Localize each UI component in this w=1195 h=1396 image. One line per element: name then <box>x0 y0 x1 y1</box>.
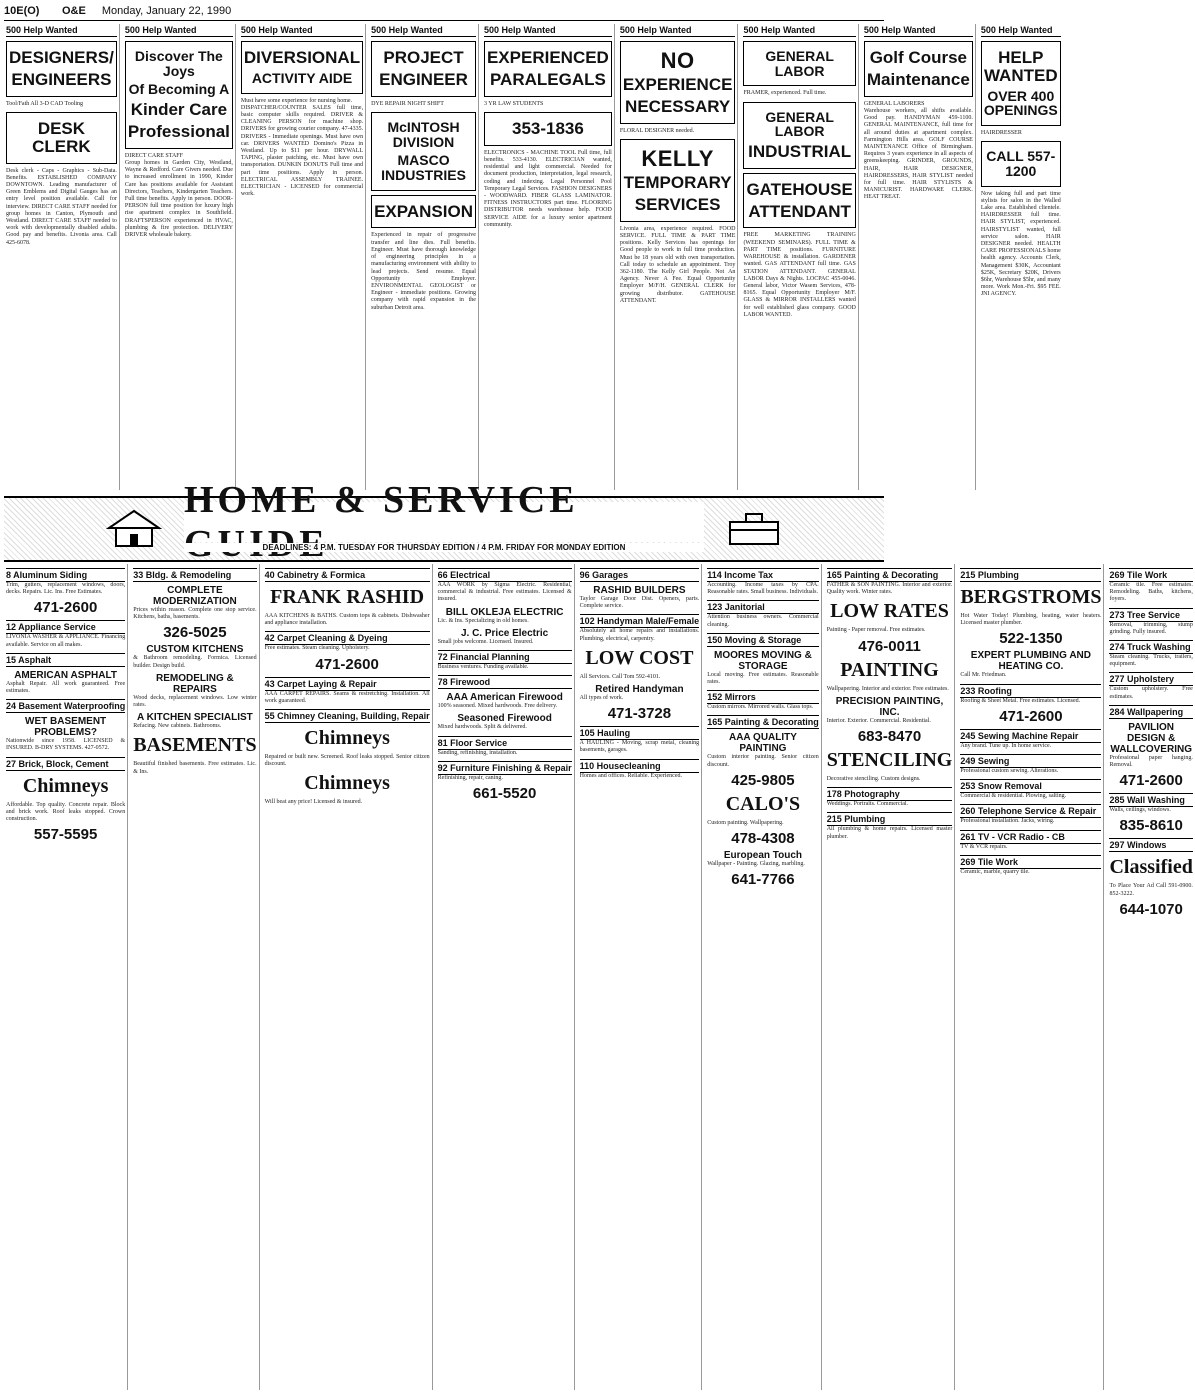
advertiser-name: AAA American Firewood <box>446 692 563 704</box>
display-ad-headline: CALL 557-1200 <box>986 148 1056 179</box>
advertiser-name: WET BASEMENT PROBLEMS? <box>25 716 107 739</box>
listing-text: AAA CARPET REPAIRS. Seams & restretching. Installation. All work guaranteed. <box>264 690 430 704</box>
ad-subhead: FLORAL DESIGNER needed. <box>619 127 695 134</box>
ad-subhead: FRAMER, experienced. Full time. <box>743 90 827 97</box>
listing-text: Attention business owners. Commercial cleaning. <box>707 614 819 628</box>
help-wanted-column <box>618 24 739 490</box>
phone-number: 471-3728 <box>607 705 672 723</box>
house-icon <box>104 508 164 548</box>
guide-column <box>958 564 1104 1390</box>
classified-text: DISPATCHER/COUNTER SALES full time, basic computer skills required. DRIVER & CLEANING PERSON for machine shop. DRIVERS for growing courier company. 47-4335. DRIVERS - Immediate openings. Must have own car. DRIVERS WANTED Domino's Pizza in Westland. Up to $11 per hour. DRYWALL TAPING, plaster patching, etc. Must have own transportation. DUNKIN DONUTS Full time and part time positions. Apply in person. ELECTRICAL ASSEMBLY TRAINEE. ELECTRICIAN - LICENSED for commercial work. <box>240 104 364 198</box>
display-ad-headline: GATEHOUSE <box>746 179 853 199</box>
advertiser-name: PAINTING <box>840 658 939 681</box>
listing-text: Small jobs welcome. Licensed. Insured. <box>437 638 534 645</box>
listing-text: AAA KITCHENS & BATHS. Custom tops & cabinets. Dishwasher and appliance installation. <box>264 613 430 627</box>
advertiser-name: LOW COST <box>585 646 694 669</box>
classified-text: Warehouse workers, all shifts available. Good pay. HANDYMAN 459-1100. GENERAL MAINTENANCE, full time for all around duties at apartment complex. Farmington Hills area. GOLF COURSE MAINTENANCE Office of Birmingham. Requires 3 years experience in all aspects of greenskeeping. GRINDER, GROUNDS, HAIR, HAIR DESIGNER, HAIRDRESSERS, HAIR STYLIST needed for full time. HAIR STYLISTS & MANICURIST. HARDWARE CLERK. HEAT TREAT. <box>863 107 973 201</box>
display-ad-headline: ENGINEER <box>379 69 468 89</box>
advertiser-name: Retired Handyman <box>595 684 684 696</box>
display-ad <box>743 102 855 169</box>
display-ad-headline: ATTENDANT <box>748 201 851 221</box>
help-wanted-column <box>239 24 366 490</box>
ad-subhead: DYE REPAIR NIGHT SHIFT <box>371 100 444 107</box>
guide-column <box>131 564 259 1390</box>
listing-text: Wallpapering. Interior and exterior. Free estimates. <box>826 685 949 692</box>
classified-text: Group homes in Garden City, Westland, Wayne & Redford. Care Givers needed. Due to increased enrollment in 1990, Kinder Care has positions available for Assistant Directors, Teachers, Kindergarten Teachers. Full time benefits. Apply in person. DOOR-PERSON full time position for luxury high rise apartment complex in Southfield. DRAFTSPERSON experienced in HVAC, plumbing & fire protection. DELIVERY DRIVER wholesale bakery. <box>124 159 233 238</box>
display-ad <box>484 112 612 146</box>
listing-text: 100% seasoned. Mixed hardwoods. Free delivery. <box>437 703 558 710</box>
help-wanted-column <box>741 24 858 490</box>
listing-text: All types of work. <box>579 695 624 702</box>
category-heading: 215 Plumbing <box>960 568 1101 582</box>
display-ad <box>371 112 476 191</box>
issue-date: Monday, January 22, 1990 <box>101 5 232 17</box>
listing-text: Asphalt Repair. All work guaranteed. Free estimates. <box>6 680 126 695</box>
display-ad <box>125 41 233 149</box>
category-heading: 150 Moving & Storage <box>707 633 819 647</box>
advertiser-name: Chimneys <box>22 774 109 797</box>
listing-text: Accounting. Income taxes by CPA. Reasonable rates. Small business. Individuals. <box>707 582 819 596</box>
display-ad-headline: MASCO INDUSTRIES <box>381 152 466 183</box>
listing-text: Walls, ceilings, windows. <box>1109 807 1171 814</box>
display-ad-headline: NECESSARY <box>625 96 731 116</box>
phone-number: 644-1070 <box>1119 900 1183 918</box>
column-header: 500 Help Wanted <box>371 24 476 37</box>
listing-text: Custom interior painting. Senior citizen discount. <box>707 754 819 768</box>
column-header: 500 Help Wanted <box>620 24 736 37</box>
category-heading: 233 Roofing <box>960 684 1101 698</box>
classified-text: Now taking full and part time stylists for salon in the Walled Lake area. Established clientele. HAIRDRESSER full time. HAIR STYLIST, experienced. HAIRSTYLIST wanted, full service salon. HAIR DESIGNER needed. HEALTH CARE PROFESSIONALS home health agency. Accounts Clerk, Management $30K, Accountant $25K, Secretary $20K, Drivers $6hr, Warehouse $5hr, and many more. Work Mon.-Fri. $95 FEE. JNI AGENCY. <box>980 190 1061 298</box>
category-heading: 260 Telephone Service & Repair <box>960 804 1101 818</box>
display-ad-headline: GENERAL LABOR <box>765 48 834 79</box>
category-heading: 42 Carpet Cleaning & Dyeing <box>265 631 430 645</box>
category-heading: 273 Tree Service <box>1109 608 1192 622</box>
advertiser-name: AMERICAN ASPHALT <box>14 669 117 681</box>
display-ad-headline: PROJECT <box>383 48 464 67</box>
listing-text: Custom mirrors. Mirrored walls. Glass tops. <box>707 704 814 711</box>
column-header: 500 Help Wanted <box>743 24 855 37</box>
advertiser-name: COMPLETE MODERNIZATION <box>153 585 237 607</box>
listing-text: Professional custom sewing. Alterations. <box>960 768 1059 775</box>
listing-text: Professional paper hanging. Removal. <box>1109 754 1193 769</box>
display-ad <box>743 41 855 86</box>
display-ad <box>620 139 736 222</box>
phone-number: 471-2600 <box>999 707 1063 725</box>
category-heading: 27 Brick, Block, Cement <box>6 757 125 771</box>
category-heading: 92 Furniture Finishing & Repair <box>437 762 572 773</box>
ad-subhead: HAIRDRESSER <box>980 130 1022 137</box>
display-ad-headline: EXPERIENCE <box>622 75 733 95</box>
listing-text: Will beat any price! Licensed & insured. <box>264 799 363 806</box>
advertiser-name: BILL OKLEJA ELECTRIC <box>445 606 564 618</box>
display-ad <box>6 41 117 97</box>
advertiser-name: Seasoned Firewood <box>457 713 552 725</box>
display-ad-headline: EXPANSION <box>374 201 473 221</box>
advertiser-name: EXPERT PLUMBING AND HEATING CO. <box>970 650 1091 673</box>
listing-text: Beautiful finished basements. Free estimates. Lic. & Ins. <box>133 761 257 775</box>
help-wanted-column <box>482 24 615 490</box>
display-ad <box>981 41 1061 126</box>
listing-text: All Services. Call Tom 592-4101. <box>579 673 661 680</box>
display-ad-headline: EXPERIENCED <box>486 48 609 67</box>
category-heading: 55 Chimney Cleaning, Building, Repair <box>264 711 430 722</box>
guide-column <box>436 564 575 1390</box>
guide-column <box>1107 564 1194 1390</box>
guide-column <box>705 564 822 1390</box>
phone-number: 557-5595 <box>33 826 98 844</box>
display-ad-headline: GENERAL LABOR <box>765 108 834 140</box>
ad-subhead: DIRECT CARE STAFF <box>124 152 183 159</box>
guide-column <box>263 564 433 1390</box>
display-ad-headline: Of Becoming A <box>128 81 230 98</box>
display-ad-headline: Golf Course <box>869 48 967 67</box>
listing-text: Interior. Exterior. Commercial. Residential. <box>826 717 931 724</box>
phone-number: 471-2600 <box>1119 772 1183 790</box>
phone-number: 835-8610 <box>1119 817 1183 835</box>
column-header: 500 Help Wanted <box>981 24 1061 37</box>
category-heading: 165 Painting & Decorating <box>707 717 819 728</box>
category-heading: 277 Upholstery <box>1109 672 1192 686</box>
display-ad-headline: Kinder Care <box>130 100 228 120</box>
display-ad-headline: DESK CLERK <box>32 118 91 156</box>
category-heading: 269 Tile Work <box>1109 568 1192 582</box>
category-heading: 12 Appliance Service <box>6 620 125 634</box>
help-wanted-column <box>369 24 479 490</box>
category-heading: 152 Mirrors <box>707 690 819 704</box>
display-ad-headline: ACTIVITY AIDE <box>251 69 353 86</box>
category-heading: 114 Income Tax <box>707 568 819 582</box>
category-heading: 24 Basement Waterproofing <box>6 701 126 712</box>
advertiser-name: MOORES MOVING & STORAGE <box>714 649 812 672</box>
guide-column <box>4 564 128 1390</box>
category-heading: 96 Garages <box>580 568 700 582</box>
category-heading: 261 TV - VCR Radio - CB <box>960 830 1101 844</box>
category-heading: 285 Wall Washing <box>1109 793 1192 807</box>
listing-text: Homes and offices. Reliable. Experienced. <box>579 772 682 779</box>
listing-text: Custom painting. Wallpapering. <box>707 819 784 826</box>
category-heading: 269 Tile Work <box>960 855 1101 869</box>
listing-text: FATHER & SON PAINTING. Interior and exterior. Quality work. Winter rates. <box>826 582 953 596</box>
listing-text: A HAULING - Moving, scrap metal, cleaning basements, garages. <box>579 740 700 754</box>
phone-number: 425-9805 <box>731 771 795 789</box>
category-heading: 110 Housecleaning <box>580 759 700 773</box>
classified-text: Experienced in repair of progressive transfer and line dies. Full benefits. Engineer. Must have thorough knowledge of engineering principles in a manufacturing environment with ability to lead projects. Send resume. Equal Opportunity Employer. ENVIRONMENTAL GEOLOGIST or Engineer - immediate positions. Growing company with rapid expansion in the suburban Detroit area. <box>371 232 476 311</box>
classified-text: Desk clerk - Caps - Graphics - Sub-Data. Benefits. ESTABLISHED COMPANY DOWNTOWN. Leading manufacturer of Green Emblems and Digital Gauges has an entry level position available. Call for interview. DIRECT CARE STAFF needed for group homes in Canton, Plymouth and Westland. DIRECT CARE STAFF needed to work with developmentally disabled adults. Good pay and benefits. Livonia area. Call 425-6078. <box>6 167 117 246</box>
help-wanted-column <box>123 24 236 490</box>
display-ad-headline: TEMPORARY <box>623 173 732 193</box>
column-header: 500 Help Wanted <box>864 24 973 37</box>
advertiser-name: Chimneys <box>304 727 390 750</box>
listing-text: Hot Water Today! Plumbing, heating, water heaters. Licensed master plumber. <box>960 613 1102 627</box>
help-wanted-column <box>4 24 120 490</box>
listing-text: Local moving. Free estimates. Reasonable rates. <box>707 671 819 686</box>
masthead <box>4 2 884 21</box>
listing-text: Ceramic tile. Free estimates. Remodeling. Baths, kitchens, foyers. <box>1109 582 1193 603</box>
display-ad-headline: NO <box>660 48 695 73</box>
advertiser-name: CALO'S <box>725 792 801 815</box>
listing-text: Trim, gutters, replacement windows, doors, decks. Repairs. Lic. Ins. Free Estimates. <box>6 582 126 596</box>
advertiser-name: CUSTOM KITCHENS <box>146 644 244 656</box>
listing-text: Roofing & Sheet Metal. Free estimates. Licensed. <box>960 697 1081 704</box>
category-heading: 274 Truck Washing <box>1109 640 1192 654</box>
display-ad <box>484 41 612 97</box>
category-heading: 15 Asphalt <box>6 653 125 667</box>
help-wanted-section <box>4 24 1061 490</box>
advertiser-name: PAVILION DESIGN & WALLCOVERING <box>1110 721 1192 755</box>
advertiser-name: FRANK RASHID <box>270 586 425 608</box>
listing-text: LIVONIA WASHER & APPLIANCE. Financing available. Service on all makes. <box>6 634 126 648</box>
category-heading: 72 Financial Planning <box>438 650 572 664</box>
guide-column <box>825 564 956 1390</box>
display-ad-headline: OVER 400 OPENINGS <box>983 87 1058 119</box>
listing-text: Mixed hardwoods. Split & delivered. <box>437 724 527 731</box>
category-heading: 249 Sewing <box>960 754 1101 768</box>
ad-subhead: Must have some experience for nursing home. <box>240 97 353 104</box>
advertiser-name: STENCILING <box>826 749 953 772</box>
advertiser-name: European Touch <box>723 850 803 862</box>
ad-subhead: Tool/Fath All 3-D CAD Tooling <box>6 100 84 107</box>
phone-number: 471-2600 <box>315 655 379 673</box>
listing-text: Absolutely all home repairs and installations. Plumbing, electrical, carpentry. <box>579 628 700 642</box>
listing-text: Refacing. New cabinets. Bathrooms. <box>133 723 222 730</box>
service-guide-listings <box>4 564 1193 1390</box>
listing-text: Nationwide since 1958. LICENSED & INSURED. B-DRY SYSTEMS. 427-0572. <box>6 738 126 752</box>
category-heading: 40 Cabinetry & Formica <box>265 568 430 582</box>
help-wanted-column <box>862 24 976 490</box>
phone-number: 661-5520 <box>472 785 537 803</box>
column-header: 500 Help Wanted <box>241 24 363 37</box>
display-ad-headline: Discover The Joys <box>134 48 223 79</box>
listing-text: All plumbing & home repairs. Licensed master plumber. <box>826 826 953 840</box>
display-ad-headline: Maintenance <box>866 69 970 89</box>
listing-text: To Place Your Ad Call 591-0900. 852-3222. <box>1109 883 1193 897</box>
listing-text: AAA WORK by Sigma Electric. Residential, commercial & industrial. Free estimates. Licensed & insured. <box>437 582 572 603</box>
category-heading: 215 Plumbing <box>827 812 953 826</box>
category-heading: 8 Aluminum Siding <box>6 568 125 582</box>
home-service-guide-banner <box>4 479 884 562</box>
column-header: 500 Help Wanted <box>484 24 612 37</box>
category-heading: 66 Electrical <box>438 568 572 582</box>
category-heading: 81 Floor Service <box>438 736 572 750</box>
guide-deadlines: DEADLINES: 4 P.M. TUESDAY FOR THURSDAY EDITION / 4 P.M. FRIDAY FOR MONDAY EDITION <box>184 543 704 552</box>
category-heading: 33 Bldg. & Remodeling <box>133 568 256 582</box>
display-ad <box>620 41 736 124</box>
display-ad <box>6 112 117 164</box>
listing-text: Weddings. Portraits. Commercial. <box>826 801 909 808</box>
category-heading: 297 Windows <box>1109 838 1192 852</box>
guide-title: HOME & SERVICE <box>184 502 704 542</box>
display-ad-headline: DESIGNERS/ <box>9 48 114 67</box>
category-heading: 253 Snow Removal <box>960 779 1101 793</box>
listing-text: Steam cleaning. Trucks, trailers, equipment. <box>1109 654 1193 668</box>
advertiser-name: PRECISION PAINTING, INC. <box>835 695 944 718</box>
classified-text: ELECTRONICS - MACHINE TOOL Full time, full benefits. 533-4130. ELECTRICIAN wanted, residential and light commercial. Needed for document production, interpretation, legal research, coding and indexing. Legal Personnel Pool Temporary Legal Services. FASHION DESIGNERS - WOODWARD. FIBER GLASS LAMINATOR. FITNESS INSTRUCTORS part time. FLOORING DISTRIBUTOR needs warehouse help. FOOD SERVICE AIDE for a luxury senior apartment community. <box>483 149 612 228</box>
phone-number: 522-1350 <box>999 630 1063 648</box>
listing-text: Sanding, refinishing, installation. <box>437 749 518 756</box>
help-wanted-column <box>979 24 1063 490</box>
listing-text: Repaired or built new. Screened. Roof leaks stopped. Senior citizen discount. <box>264 754 430 768</box>
category-heading: 43 Carpet Laying & Repair <box>265 677 430 691</box>
phone-number: 326-5025 <box>163 624 227 642</box>
display-ad <box>241 41 363 94</box>
advertiser-name: Chimneys <box>304 772 390 795</box>
listing-text: Professional installation. Jacks, wiring. <box>960 818 1055 825</box>
advertiser-name: BERGSTROMS <box>960 586 1102 608</box>
advertiser-name: RASHID BUILDERS <box>593 585 686 596</box>
listing-text: Commercial & residential. Plowing, salting. <box>960 793 1067 800</box>
category-heading: 178 Photography <box>827 787 953 801</box>
display-ad-headline: HELP WANTED <box>983 48 1058 85</box>
display-ad-headline: SERVICES <box>634 194 721 214</box>
phone-number: 476-0011 <box>858 637 921 655</box>
listing-text: Affordable. Top quality. Concrete repair. Block and brick work. Roof leaks stopped. Crown construction. <box>6 801 126 823</box>
display-ad-headline: ENGINEERS <box>11 69 112 89</box>
display-ad-headline: KELLY <box>641 145 714 171</box>
phone-number: 478-4308 <box>731 830 795 848</box>
listing-text: TV & VCR repairs. <box>960 843 1008 850</box>
display-ad-headline: 353-1836 <box>511 118 584 138</box>
listing-text: Prices within reason. Complete one stop service. Kitchens, baths, basements. <box>133 607 257 621</box>
listing-text: Refinishing, repair, caning. <box>437 774 503 781</box>
listing-text: Lic. & Ins. Specializing in old homes. <box>437 617 529 624</box>
advertiser-name: BASEMENTS <box>133 734 257 757</box>
listing-text: Painting - Paper removal. Free estimates. <box>826 627 926 634</box>
category-heading: 284 Wallpapering <box>1109 705 1192 719</box>
classified-text: Livonia area, experience required. FOOD SERVICE. FULL TIME & PART TIME positions. Kelly Services has openings for Good people to work in full time production. Must be 18 years old with own transportation. Call today to schedule an appointment. Troy 362-1180. The Kelly Girl People. Not An Agency. Never A Fee. Equal Opportunity Employer M/F/H. GENERAL CLERK for growing distributor. GATEHOUSE ATTENDANT. <box>619 225 736 304</box>
listing-text: Custom upholstery. Free estimates. <box>1109 686 1193 700</box>
display-ad <box>743 173 855 229</box>
category-heading: 165 Painting & Decorating <box>827 568 953 582</box>
display-ad <box>864 41 973 97</box>
display-ad-headline: INDUSTRIAL <box>748 141 852 161</box>
listing-text: Business ventures. Funding available. <box>437 664 529 671</box>
listing-text: Call Mr. Friedman. <box>960 672 1007 679</box>
page-number: 10E(O) <box>4 5 40 17</box>
category-heading: 123 Janitorial <box>707 600 819 614</box>
publication-name: O&E <box>62 5 86 17</box>
ad-subhead: 3 YR LAW STUDENTS <box>483 100 544 107</box>
category-heading: 78 Firewood <box>438 675 572 689</box>
display-ad-headline: McINTOSH DIVISION <box>387 118 460 150</box>
listing-text: & Bathroom remodeling. Formica. Licensed builder. Design build. <box>133 655 257 669</box>
advertiser-name: Classified <box>1109 856 1193 879</box>
display-ad-headline: DIVERSIONAL <box>243 48 361 67</box>
listing-text: Free estimates. Steam cleaning. Upholstery. <box>264 645 370 652</box>
advertiser-name: REMODELING & REPAIRS <box>156 672 234 695</box>
classified-text: FREE MARKETING TRAINING (WEEKEND SEMINARS). FULL TIME & PART TIME positions. FURNITURE WAREHOUSE & installation. GARDENER wanted. GAS ATTENDANT full time. GAS STATION ATTENDANT. GENERAL LABOR Days & Nights. LOCPAC 455-0046. General labor, Victor Wasem Services, 478-8165. Equal Opportunity Employer M/F. GLASS & MIRROR INSTALLERS wanted for well established glass company. GOOD LABOR WANTED. <box>743 232 856 318</box>
listing-text: Any brand. Tune up. In home service. <box>960 742 1052 749</box>
column-header: 500 Help Wanted <box>125 24 233 37</box>
advertiser-name: J. C. Price Electric <box>460 627 549 639</box>
listing-text: Taylor Garage Door Dist. Openers, parts. Complete service. <box>579 596 700 610</box>
phone-number: 641-7766 <box>731 871 795 889</box>
listing-text: Wallpaper - Painting. Glazing, marbling. <box>707 861 805 868</box>
guide-column <box>578 564 703 1390</box>
display-ad <box>371 195 476 229</box>
advertiser-name: A KITCHEN SPECIALIST <box>137 712 253 724</box>
display-ad-headline: PARALEGALS <box>489 69 606 89</box>
phone-number: 471-2600 <box>33 599 98 617</box>
display-ad <box>981 141 1061 186</box>
listing-text: Removal, trimming, stump grinding. Fully insured. <box>1109 621 1193 635</box>
display-ad-headline: Professional <box>127 121 230 141</box>
column-header: 500 Help Wanted <box>6 24 117 37</box>
ad-subhead: GENERAL LABORERS <box>863 100 925 107</box>
category-heading: 102 Handyman Male/Female <box>579 616 700 627</box>
phone-number: 683-8470 <box>857 728 922 746</box>
advertiser-name: AAA QUALITY PAINTING <box>728 732 797 755</box>
listing-text: Wood decks, replacement windows. Low winter rates. <box>133 694 257 709</box>
listing-text: Ceramic, marble, quarry tile. <box>960 868 1030 875</box>
toolbox-icon <box>724 508 784 548</box>
advertiser-name: LOW RATES <box>830 600 949 623</box>
listing-text: Decorative stenciling. Custom designs. <box>826 776 921 783</box>
category-heading: 245 Sewing Machine Repair <box>960 729 1101 743</box>
category-heading: 105 Hauling <box>580 726 700 740</box>
display-ad <box>371 41 476 97</box>
